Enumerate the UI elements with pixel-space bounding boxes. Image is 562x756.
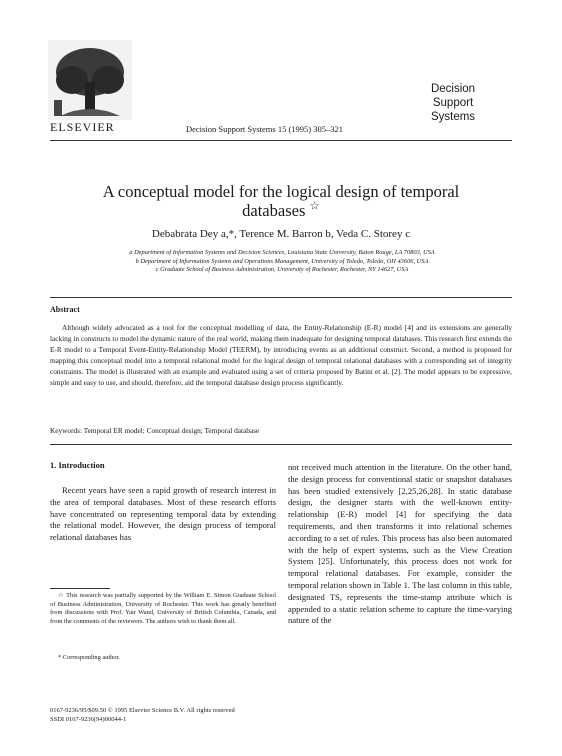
- keywords: Keywords: Temporal ER model; Conceptual design; Temporal database: [50, 426, 260, 435]
- journal-citation: Decision Support Systems 15 (1995) 305–321: [186, 124, 344, 134]
- abstract-heading: Abstract: [50, 305, 80, 314]
- footnote-rule: [50, 588, 110, 589]
- affiliations: [72, 249, 492, 275]
- article-title-line1: A conceptual model for the logical design of temporal: [102, 182, 460, 201]
- copyright-line: 0167-9236/95/$09.50 © 1995 Elsevier Science B.V. All rights reserved: [50, 707, 235, 714]
- article-title: [60, 182, 502, 220]
- publisher-name: ELSEVIER: [50, 120, 115, 134]
- section-heading: 1. Introduction: [50, 460, 105, 470]
- footnote-funding: ☆ This research was partially supported by the William E. Simon Graduate School of Business Administration, University of Rochester. This work has greatly benefited from discussions with Prof. Yair Wand, University of British Columbia, Canada, and from the comments of the reviewers. The authors wish to thank them all.: [50, 592, 276, 625]
- abstract-text: Although widely advocated as a tool for the conceptual modelling of data, the Entity-Relationship (E-R) model [4] and its extensions are generally lacking in constructs to model the dynamic nature of the real world, making them inadequate for designing temporal databases. This research first extends the E-R model to a Temporal Event-Entity-Relationship Model (TEERM), by introducing events as an additional construct. Second, a method is proposed for mapping this conceptual model into a temporal relational model for the logical design of temporal relational databases with a corresponding set of integrity constraints. The model is illustrated with an example and evaluated using a set of criteria proposed by Batini et al. [2]. The model appears to be expressive, simple and easy to use, and should, therefore, aid the temporal database design process significantly.: [50, 323, 512, 388]
- footnote-corresponding-author: * Corresponding author.: [58, 654, 120, 661]
- abstract-bottom-rule: [50, 444, 512, 445]
- header-rule: [50, 140, 512, 141]
- journal-brand-line1: Decision Support: [430, 83, 476, 109]
- journal-brand: [410, 82, 496, 124]
- affiliation-a: a Department of Information Systems and Decision Sciences, Louisiana State University, Baton Rouge, LA 70803, USA: [129, 249, 435, 256]
- abstract-top-rule: [50, 297, 512, 298]
- article-title-line2: databases: [242, 201, 306, 220]
- copyright-block: [50, 706, 235, 724]
- affiliation-c: c Graduate School of Business Administration, University of Rochester, Rochester, NY 14627, USA: [155, 266, 409, 274]
- affiliation-b: b Department of Information Systems and Operations Management, University of Toledo, Toledo, OH 43606, USA: [135, 257, 429, 265]
- article-authors: Debabrata Dey a,*, Terence M. Barron b, Veda C. Storey c: [151, 228, 411, 240]
- intro-left-column: Recent years have seen a rapid growth of research interest in the area of temporal databases. Most of these research efforts have concentrated on representing temporal data by extending the relational model. However, the design process of temporal relational databases has: [50, 485, 276, 543]
- intro-right-column: not received much attention in the literature. On the other hand, the design process for conventional static or snapshot databases has been studied extensively [2,25,26,28]. In static database design, the designer starts with the well-known entity-relationship (E-R) model [4] for specifying the data requirements, and then transforms it into relational schemes according to a set of rules. This process has also been automated with the help of expert systems, such as the View Creation System [25]. Unfortunately, this process does not work for temporal relational databases. For example, consider the temporal relation shown in Table 1. The last column in this table, designated TS, represents the time-stamp attribute which is appended to a static relation scheme to capture the time-varying nature of the: [288, 462, 512, 626]
- journal-brand-line2: Systems: [430, 111, 476, 123]
- title-footnote-mark: ☆: [309, 200, 320, 213]
- ssdi-line: SSDI 0167-9236(94)00044-1: [50, 716, 127, 723]
